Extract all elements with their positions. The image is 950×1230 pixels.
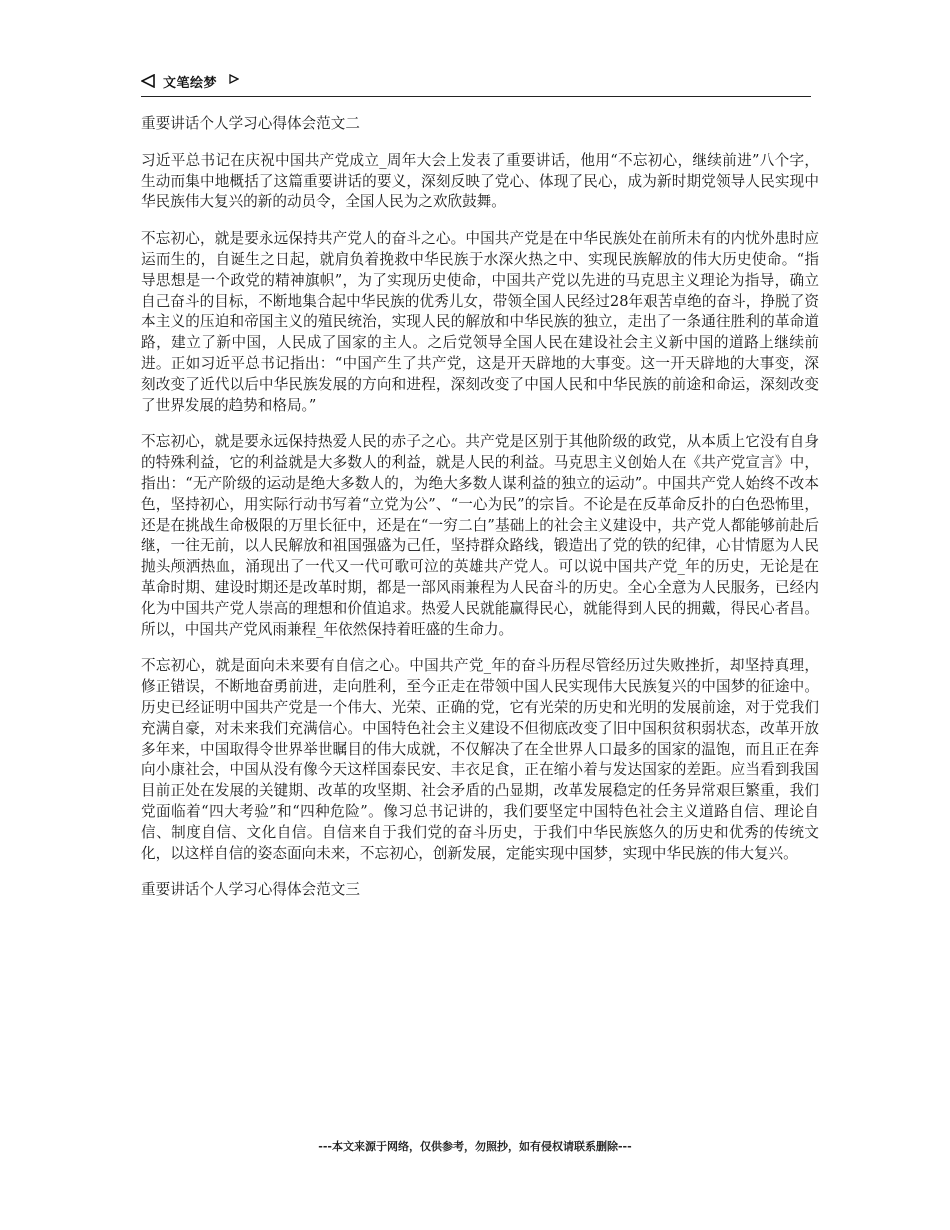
- paragraph: 不忘初心，就是要永远保持热爱人民的赤子之心。共产党是区别于其他阶级的政党，从本质上它没有自身的特殊利益，它的利益就是大多数人的利益，就是人民的利益。马克思主义创始人在《共产党宣言》中，指出：“无产阶级的运动是绝大多数人的，为绝大多数人谋利益的独立的运动”。中国共产党人始终不改本色，坚持初心，用实际行动书写着“立党为公”、“一心为民”的宗旨。不论是在反革命反扑的白色恐怖里，还是在挑战生命极限的万里长征中，还是在“一穷二白”基础上的社会主义建设中，共产党人都能够前赴后继，一往无前，以人民解放和祖国强盛为己任，坚持群众路线，锻造出了党的铁的纪律，心甘情愿为人民抛头颅洒热血，涌现出了一代又一代可歌可泣的英雄共产党人。可以说中国共产党_年的历史，无论是在革命时期、建设时期还是改革时期，都是一部风雨兼程为人民奋斗的历史。全心全意为人民服务，已经内化为中国共产党人崇高的理想和价值追求。热爱人民就能赢得民心，就能得到人民的拥戴，得民心者昌。所以，中国共产党风雨兼程_年依然保持着旺盛的生命力。: [141, 433, 819, 638]
- paragraph: 习近平总书记在庆祝中国共产党成立_周年大会上发表了重要讲话，他用“不忘初心，继续前进”八个字，生动而集中地概括了这篇重要讲话的要义，深刻反映了党心、体现了民心，成为新时期党领导人民实现中华民族伟大复兴的新的动员令，全国人民为之欢欣鼓舞。: [141, 151, 819, 211]
- paragraph: 不忘初心，就是面向未来要有自信之心。中国共产党_年的奋斗历程尽管经历过失败挫折，却坚持真理，修正错误，不断地奋勇前进，走向胜利，至今正走在带领中国人民实现伟大民族复兴的中国梦的征途中。历史已经证明中国共产党是一个伟大、光荣、正确的党，它有光荣的历史和光明的发展前途，对于党我们充满自豪，对未来我们充满信心。中国特色社会主义建设不但彻底改变了旧中国积贫积弱状态，改革开放多年来，中国取得令世界举世瞩目的伟大成就，不仅解决了在全世界人口最多的国家的温饱，而且正在奔向小康社会，中国从没有像今天这样国泰民安、丰衣足食，正在缩小着与发达国家的差距。应当看到我国目前正处在发展的关键期、改革的攻坚期、社会矛盾的凸显期，改革发展稳定的任务异常艰巨繁重，我们党面临着“四大考验”和“四种危险”。像习总书记讲的，我们要坚定中国特色社会主义道路自信、理论自信、制度自信、文化自信。自信来自于我们党的奋斗历史，于我们中华民族悠久的历史和优秀的传统文化，以这样自信的姿态面向未来，不忘初心，创新发展，定能实现中国梦，实现中华民族的伟大复兴。: [141, 657, 819, 862]
- section-title-3: 重要讲话个人学习心得体会范文三: [141, 881, 360, 899]
- footer-disclaimer: ---本文来源于网络，仅供参考，勿照抄，如有侵权请联系删除---: [318, 1140, 632, 1153]
- triangle-left-icon: [141, 74, 155, 88]
- page-header: [141, 70, 811, 97]
- brand-label: 文笔绘梦: [163, 76, 218, 91]
- triangle-right-icon: [229, 74, 239, 84]
- section-title-2: 重要讲话个人学习心得体会范文二: [141, 115, 360, 132]
- paragraph: 不忘初心，就是要永远保持共产党人的奋斗之心。中国共产党是在中华民族处在前所未有的内忧外患时应运而生的，自诞生之日起，就肩负着挽救中华民族于水深火热之中、实现民族解放的伟大历史使命。“指导思想是一个政党的精神旗帜”，为了实现历史使命，中国共产党以先进的马克思主义理论为指导，确立自己奋斗的目标，不断地集合起中华民族的优秀儿女，带领全国人民经过28年艰苦卓绝的奋斗，挣脱了资本主义的压迫和帝国主义的殖民统治，实现人民的解放和中华民族的独立，走出了一条通往胜利的革命道路，建立了新中国，人民成了国家的主人。之后党领导全国人民在建设社会主义新中国的道路上继续前进。正如习近平总书记指出：“中国产生了共产党，这是开天辟地的大事变。这一开天辟地的大事变，深刻改变了近代以后中华民族发展的方向和进程，深刻改变了中国人民和中华民族的前途和命运，深刻改变了世界发展的趋势和格局。”: [141, 230, 819, 414]
- document-body: [141, 114, 819, 917]
